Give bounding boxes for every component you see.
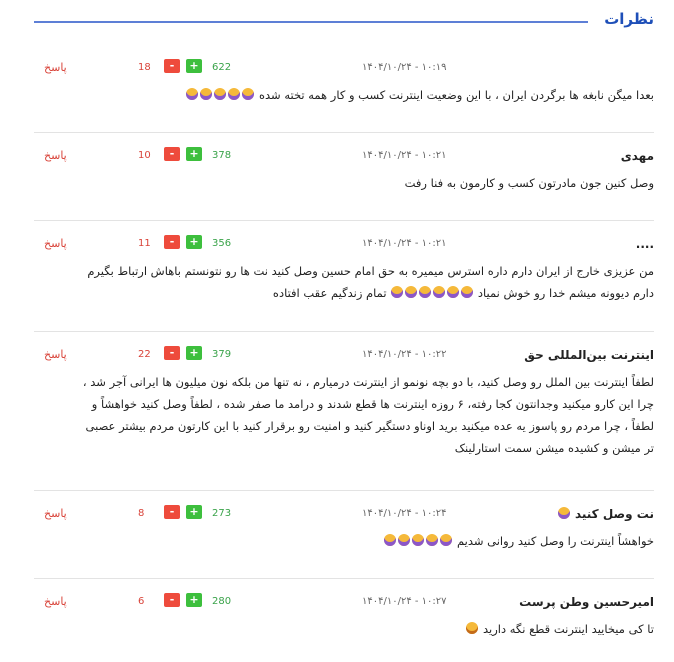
crying-face-icon (242, 88, 254, 100)
like-button[interactable]: + (186, 59, 202, 73)
dislike-button[interactable]: - (164, 59, 180, 73)
comment-text-line: تر میشن و کشیده میشن سمت استارلینک (454, 441, 654, 455)
crying-face-icon (433, 286, 445, 298)
comment-item (34, 343, 654, 491)
dislike-count: 18 (138, 62, 151, 73)
comment-body (34, 84, 654, 116)
like-count: 379 (212, 349, 232, 360)
comment-author-wrap (557, 507, 654, 521)
dislike-count: 8 (138, 508, 145, 519)
like-count: 622 (212, 62, 232, 73)
like-count: 356 (212, 238, 232, 249)
comment-body (34, 530, 654, 562)
like-count: 378 (212, 150, 232, 161)
crying-face-icon (391, 286, 403, 298)
like-count: 280 (212, 596, 232, 607)
dislike-button[interactable]: - (164, 346, 180, 360)
comment-author: نت وصل کنید (574, 507, 654, 521)
comment-date: ۱۴۰۴/۱۰/۲۴ - ۱۰:۲۴ (362, 508, 447, 519)
dislike-count: 6 (138, 596, 145, 607)
comment-text-line: لطفاً ، چرا مردم رو پاسوز یه عده میکنید برید اوناو دستگیر کنید و امنیت رو برقرار کنید با این کارتون مردم بیشتر عصبی (85, 419, 654, 433)
crying-face-icon (228, 88, 240, 100)
comments-header (34, 8, 654, 36)
crying-face-icon (405, 286, 417, 298)
reply-link[interactable]: پاسخ (44, 61, 67, 74)
crying-face-icon (200, 88, 212, 100)
comment-body (34, 172, 654, 204)
comment-text: خواهشاً اینترنت را وصل کنید روانی شدیم (456, 534, 654, 548)
comment-text-line: چرا این کارو میکنید وجدانتون کجا رفته، ۶ روزه اینترنت ها قطع شدند و درامد ما صفر شده ، لطفاً وصل کنید خواهشاً و (91, 397, 654, 411)
reply-link[interactable]: پاسخ (44, 507, 67, 520)
crying-face-icon (461, 286, 473, 298)
dislike-count: 11 (138, 238, 151, 249)
crying-face-icon (398, 534, 410, 546)
comment-text-line (34, 282, 654, 304)
reply-link[interactable]: پاسخ (44, 149, 67, 162)
dislike-count: 22 (138, 349, 151, 360)
comment-body (34, 618, 654, 650)
like-button[interactable]: + (186, 505, 202, 519)
like-button[interactable]: + (186, 147, 202, 161)
crying-face-icon (384, 534, 396, 546)
crying-face-icon (426, 534, 438, 546)
comment-text: بعدا میگن نابغه ها برگردن ایران ، با این وضعیت اینترنت کسب و کار همه تخته شده (258, 88, 654, 102)
comment-text: وصل کنین جون مادرتون کسب و کارمون به فنا رفت (404, 176, 654, 190)
dislike-button[interactable]: - (164, 593, 180, 607)
dislike-count: 10 (138, 150, 151, 161)
comment-author: امیرحسین وطن پرست (519, 595, 654, 609)
comment-text: تا کی میخایید اینترنت قطع نگه دارید (482, 622, 654, 636)
crying-face-icon (214, 88, 226, 100)
reply-link[interactable]: پاسخ (44, 237, 67, 250)
header-divider (34, 21, 588, 23)
reply-link[interactable]: پاسخ (44, 348, 67, 361)
crying-face-icon (412, 534, 424, 546)
comment-date: ۱۴۰۴/۱۰/۲۴ - ۱۰:۲۷ (362, 596, 447, 607)
like-button[interactable]: + (186, 235, 202, 249)
comment-text: دارم دیوونه میشم خدا رو خوش نمیاد (477, 286, 654, 300)
reply-link[interactable]: پاسخ (44, 595, 67, 608)
comment-item (34, 144, 654, 221)
comment-text: تمام زندگیم عقب افتاده (272, 286, 387, 300)
comment-body (34, 371, 654, 469)
comment-author: .... (635, 237, 654, 251)
like-count: 273 (212, 508, 232, 519)
like-button[interactable]: + (186, 346, 202, 360)
comment-item (34, 56, 654, 133)
comment-date: ۱۴۰۴/۱۰/۲۴ - ۱۰:۲۱ (362, 150, 447, 161)
comment-body (34, 260, 654, 314)
comment-date: ۱۴۰۴/۱۰/۲۴ - ۱۰:۲۲ (362, 349, 447, 360)
comments-title: نظرات (604, 10, 654, 28)
comment-author: مهدی (620, 149, 654, 163)
crying-face-icon (186, 88, 198, 100)
dislike-button[interactable]: - (164, 235, 180, 249)
comment-author: اینترنت بین‌المللی حق (524, 348, 654, 362)
dislike-button[interactable]: - (164, 505, 180, 519)
comment-text: من عزیزی خارج از ایران دارم داره استرس میمیره به حق امام حسین وصل کنید نت ها رو نتونستم باهاش ارتباط بگیرم (87, 264, 654, 278)
comment-item (34, 232, 654, 332)
comment-item (34, 590, 654, 654)
comment-text-line: لطفاً اینترنت بین الملل رو وصل کنید، با دو بچه نونمو از اینترنت درمیارم ، نه تنها من بلکه نون میلیون ها ایرانی آجر شد ، (82, 375, 654, 389)
like-button[interactable]: + (186, 593, 202, 607)
comment-date: ۱۴۰۴/۱۰/۲۴ - ۱۰:۱۹ (362, 62, 447, 73)
crying-face-icon (447, 286, 459, 298)
crying-face-icon (440, 534, 452, 546)
crying-face-icon (558, 507, 570, 519)
crying-face-icon (419, 286, 431, 298)
dislike-button[interactable]: - (164, 147, 180, 161)
grimacing-face-icon (466, 622, 478, 634)
comment-item (34, 502, 654, 579)
comment-date: ۱۴۰۴/۱۰/۲۴ - ۱۰:۲۱ (362, 238, 447, 249)
